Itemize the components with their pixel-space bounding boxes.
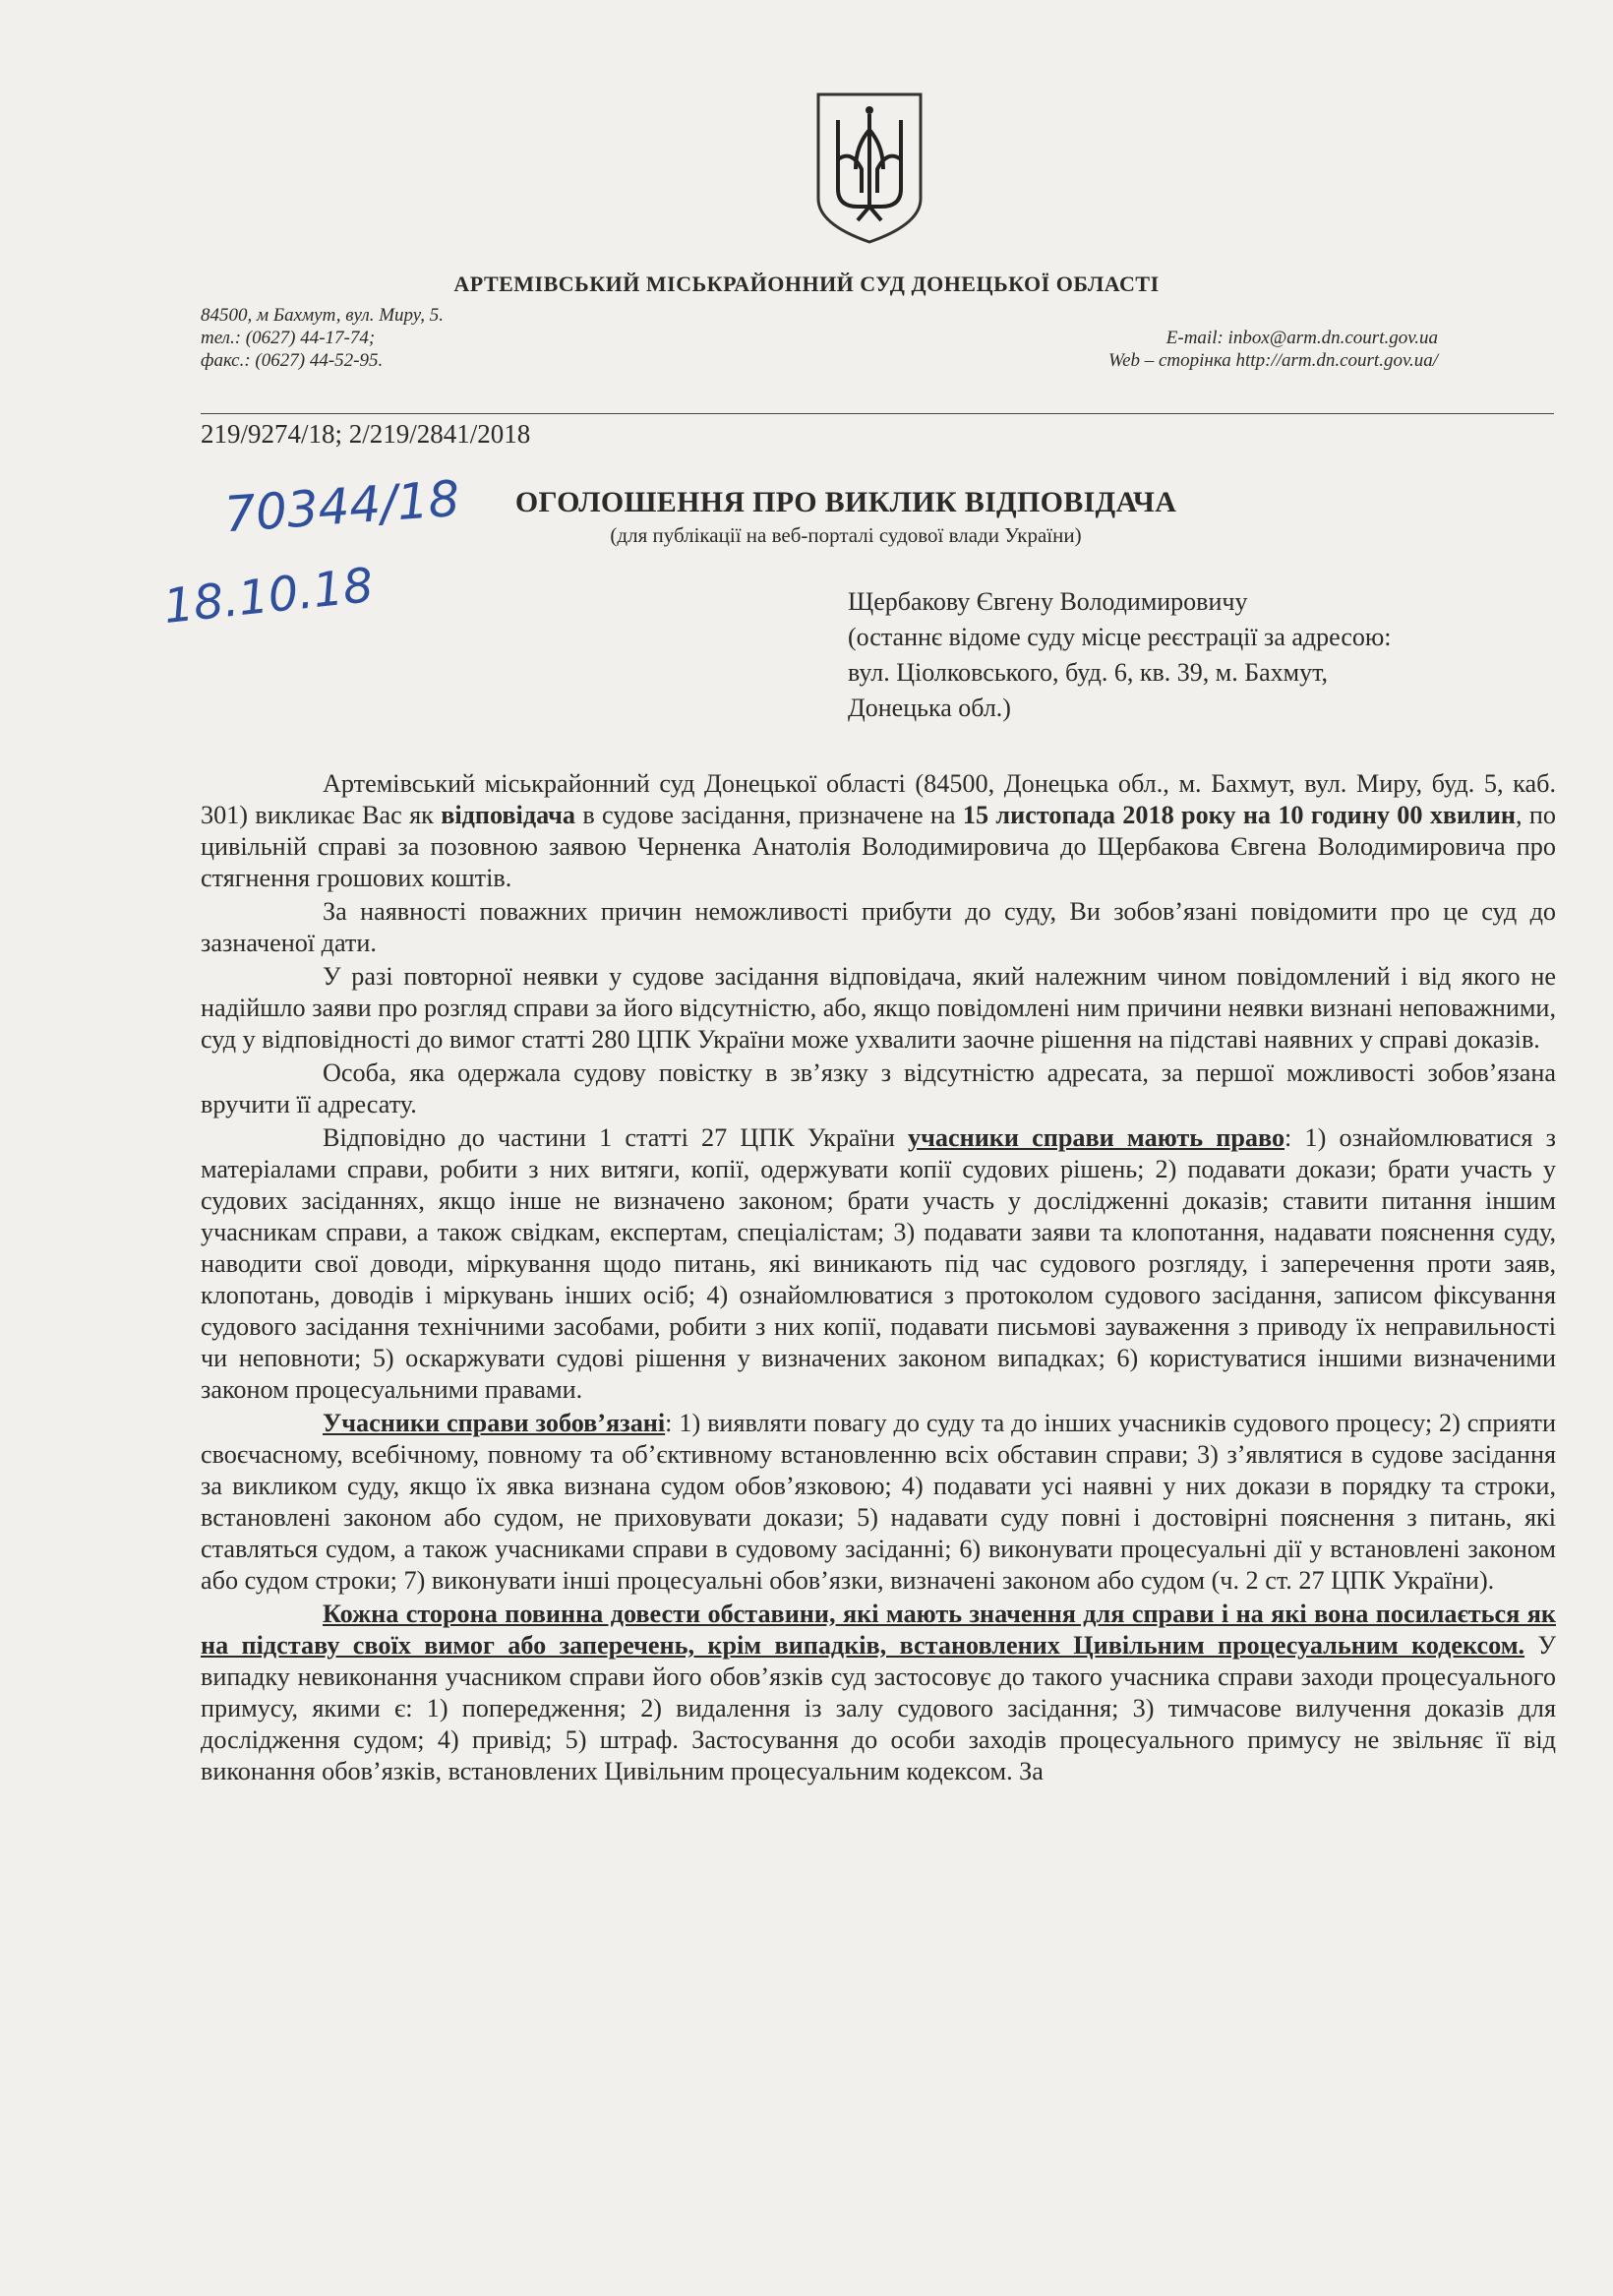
addressee-address-line: Донецька обл.): [848, 694, 1011, 722]
handwritten-registration-number: 70344/18: [222, 469, 462, 544]
court-name: АРТЕМІВСЬКИЙ МІСЬКРАЙОННИЙ СУД ДОНЕЦЬКОЇ ОБЛАСТІ: [453, 272, 1160, 296]
court-website: Web – сторінка http://arm.dn.court.gov.ua/: [1107, 350, 1438, 371]
underlined-span: Учасники справи зобов’язані: [323, 1409, 666, 1437]
court-email: E-mail: inbox@arm.dn.court.gov.ua: [1165, 328, 1438, 348]
paragraph-obligations: [201, 1408, 1556, 1597]
addressee-address-line: (останнє відоме суду місце реєстрації за адресою:: [848, 623, 1392, 651]
text-span: У випадку невиконання учасником справи його обов’язків суд застосовує до такого учасника справи заходи процесуального примусу, якими є: 1) попередження; 2) видалення із залу судового засідання; 3) тимчасове вилучення доказів для дослідження судом; 4) привід; 5) штраф. Застосування до особи заходів процесуального примусу не звільняє її від виконання обов’язків, встановлених Цивільним процесуальним кодексом. За: [201, 1631, 1557, 1785]
text-span: : 1) ознайомлюватися з матеріалами справи, робити з них витяги, копії, одержувати копії судових рішень; 2) подавати докази; брати участь у судових засіданнях, якщо інше не визначено законом; брати участь у дослідженні доказів; ставити питання іншим учасникам справи, а також свідкам, експертам, спеціалістам; 3) подавати заяви та клопотання, надавати пояснення суду, наводити свої доводи, міркування щодо питань, які виникають під час судового розгляду, і заперечення проти заяв, клопотань, доводів і міркувань інших осіб; 4) ознайомлюватися з протоколом судового засідання, записом фіксування судового засідання технічними засобами, робити з них копії, подавати письмові зауваження з приводу їх неправильності чи неповноти; 5) оскаржувати судові рішення у визначених законом випадках; 6) користуватися іншими визначеними законом процесуальними правами.: [201, 1123, 1556, 1404]
court-contacts-right: [1108, 327, 1438, 372]
coat-of-arms-emblem: [812, 91, 926, 246]
paragraph-default-judgment: У разі повторної неявки у судове засідання відповідача, який належним чином повідомлений і від якого не надійшло заяви про розгляд справи за його відсутністю, або, якщо повідомлені ним причини неявки визнані неповажними, суд у відповідності до вимог статті 280 ЦПК України може ухвалити заочне рішення на підставі наявних у справі доказів.: [201, 962, 1556, 1054]
paragraph-delivery: Особа, яка одержала судову повістку в зв’язку з відсутністю адресата, за першої можливості зобов’язана вручити її адресату.: [201, 1058, 1556, 1118]
text-span: Відповідно до частини 1 статті 27 ЦПК України: [323, 1123, 909, 1152]
paragraph-rights: [201, 1122, 1556, 1406]
document-title: ОГОЛОШЕННЯ ПРО ВИКЛИК ВІДПОВІДАЧА: [514, 486, 1177, 518]
addressee-name: Щербакову Євгену Володимировичу: [848, 587, 1248, 616]
document-subtitle: (для публікації на веб-порталі судової влади України): [610, 523, 1082, 547]
text-span: Артемівський міськрайонний суд Донецької області (84500, Донецька обл., м. Бахмут, вул. Миру, буд. 5, каб. 301) викликає Вас як: [201, 769, 1556, 829]
court-fax: факс.: (0627) 44-52-95.: [201, 350, 384, 371]
text-span: в судове засідання, призначене на: [574, 801, 963, 829]
addressee-address-line: вул. Ціолковського, буд. 6, кв. 39, м. Бахмут,: [848, 658, 1329, 687]
handwritten-date: 18.10.18: [160, 557, 377, 635]
notice-body: [201, 768, 1556, 1789]
hearing-date: 15 листопада 2018 року на 10 годину 00 хвилин: [962, 801, 1517, 829]
text-span: : 1) виявляти повагу до суду та до інших учасників судового процесу; 2) сприяти своєчасному, всебічному, повному та об’єктивному встановленню всіх обставин справи; 3) з’являтися в судове засідання за викликом суду, якщо їх явка визнана судом обов’язковою; 4) подавати усі наявні у них докази в порядку та строки, встановлені законом або судом, не приховувати докази; 5) надавати суду повні і достовірні пояснення з питань, які ставляться судом, а також учасниками справи в судовому засіданні; 6) виконувати процесуальні дії у встановлені законом або судом строки; 7) виконувати інші процесуальні обов’язки, визначені законом або судом (ч. 2 ст. 27 ЦПК України).: [201, 1409, 1556, 1595]
case-numbers: 219/9274/18; 2/219/2841/2018: [201, 419, 531, 449]
bold-span: відповідача: [441, 801, 575, 829]
paragraph-notify: За наявності поважних причин неможливості прибути до суду, Ви зобов’язані повідомити про це суд до зазначеної дати.: [201, 897, 1556, 957]
paragraph-burden-of-proof: [201, 1599, 1556, 1787]
text-span: , по цивільній справі за позовною заявою Черненка Анатолія Володимировича до Щербакова Євгена Володимировича про стягнення грошових коштів.: [201, 801, 1557, 892]
paragraph-summons: [201, 768, 1556, 894]
court-phone: тел.: (0627) 44-17-74;: [201, 328, 376, 348]
addressee-block: [848, 584, 1551, 726]
court-address: 84500, м Бахмут, вул. Миру, 5.: [201, 305, 445, 326]
header-divider: [201, 413, 1554, 414]
court-contacts-left: [201, 304, 444, 372]
underlined-span: учасники справи мають право: [908, 1123, 1285, 1152]
underlined-span: Кожна сторона повинна довести обставини, які мають значення для справи і на які вона посилається як на підставу своїх вимог або заперечень, крім випадків, встановлених Цивільним процесуальним кодексом.: [201, 1600, 1556, 1660]
